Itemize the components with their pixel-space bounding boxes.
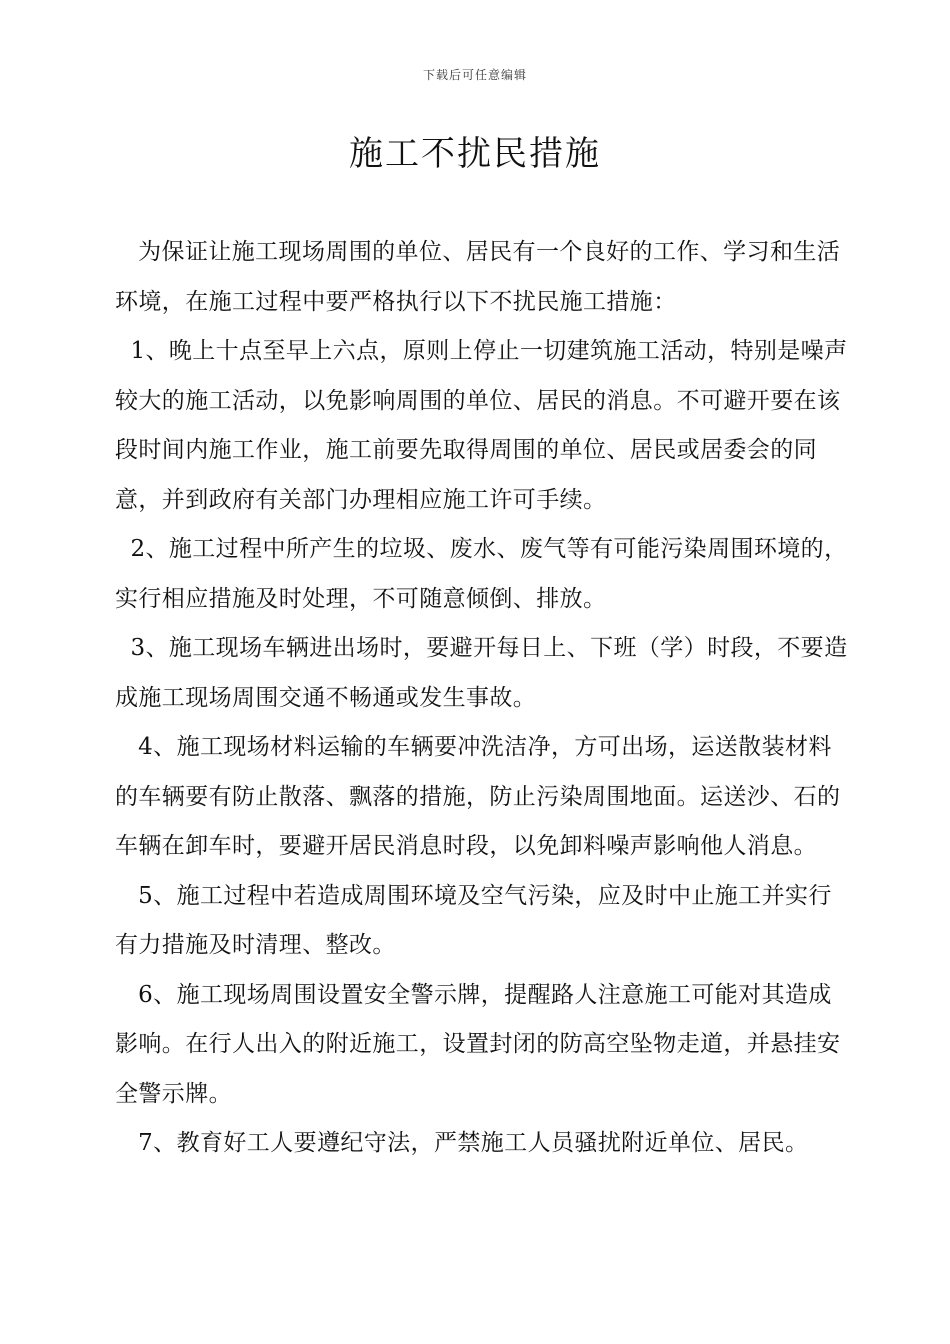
paragraph-item-2: 2、施工过程中所产生的垃圾、废水、废气等有可能污染周围环境的，实行相应措施及时处理，不可随意倾倒、排放。: [115, 536, 848, 612]
paragraph-item-1: 1、晚上十点至早上六点，原则上停止一切建筑施工活动，特别是噪声较大的施工活动，以免影响周围的单位、居民的消息。不可避开要在该段时间内施工作业，施工前要先取得周围的单位、居民或居委会的同意，并到政府有关部门办理相应施工许可手续。: [115, 338, 848, 513]
paragraph-item-7: 7、教育好工人要遵纪守法，严禁施工人员骚扰附近单位、居民。: [115, 1130, 809, 1156]
header-note: 下载后可任意编辑: [422, 68, 527, 82]
document-title: 施工不扰民措施: [349, 134, 601, 174]
paragraph-item-5: 5、施工过程中若造成周围环境及空气污染，应及时中止施工并实行有力措施及时清理、整改。: [115, 882, 832, 958]
paragraph-item-3: 3、施工现场车辆进出场时，要避开每日上、下班（学）时段，不要造成施工现场周围交通不畅通或发生事故。: [115, 635, 848, 711]
paragraph-item-6: 6、施工现场周围设置安全警示牌，提醒路人注意施工可能对其造成影响。在行人出入的附近施工，设置封闭的防高空坠物走道，并悬挂安全警示牌。: [115, 981, 841, 1107]
paragraph-intro: 为保证让施工现场周围的单位、居民有一个良好的工作、学习和生活环境，在施工过程中要严格执行以下不扰民施工措施：: [115, 239, 841, 315]
paragraph-item-4: 4、施工现场材料运输的车辆要冲洗洁净，方可出场，运送散装材料的车辆要有防止散落、飘落的措施，防止污染周围地面。运送沙、石的车辆在卸车时，要避开居民消息时段，以免卸料噪声影响他人消息。: [115, 734, 841, 859]
document-body: [115, 228, 855, 1169]
